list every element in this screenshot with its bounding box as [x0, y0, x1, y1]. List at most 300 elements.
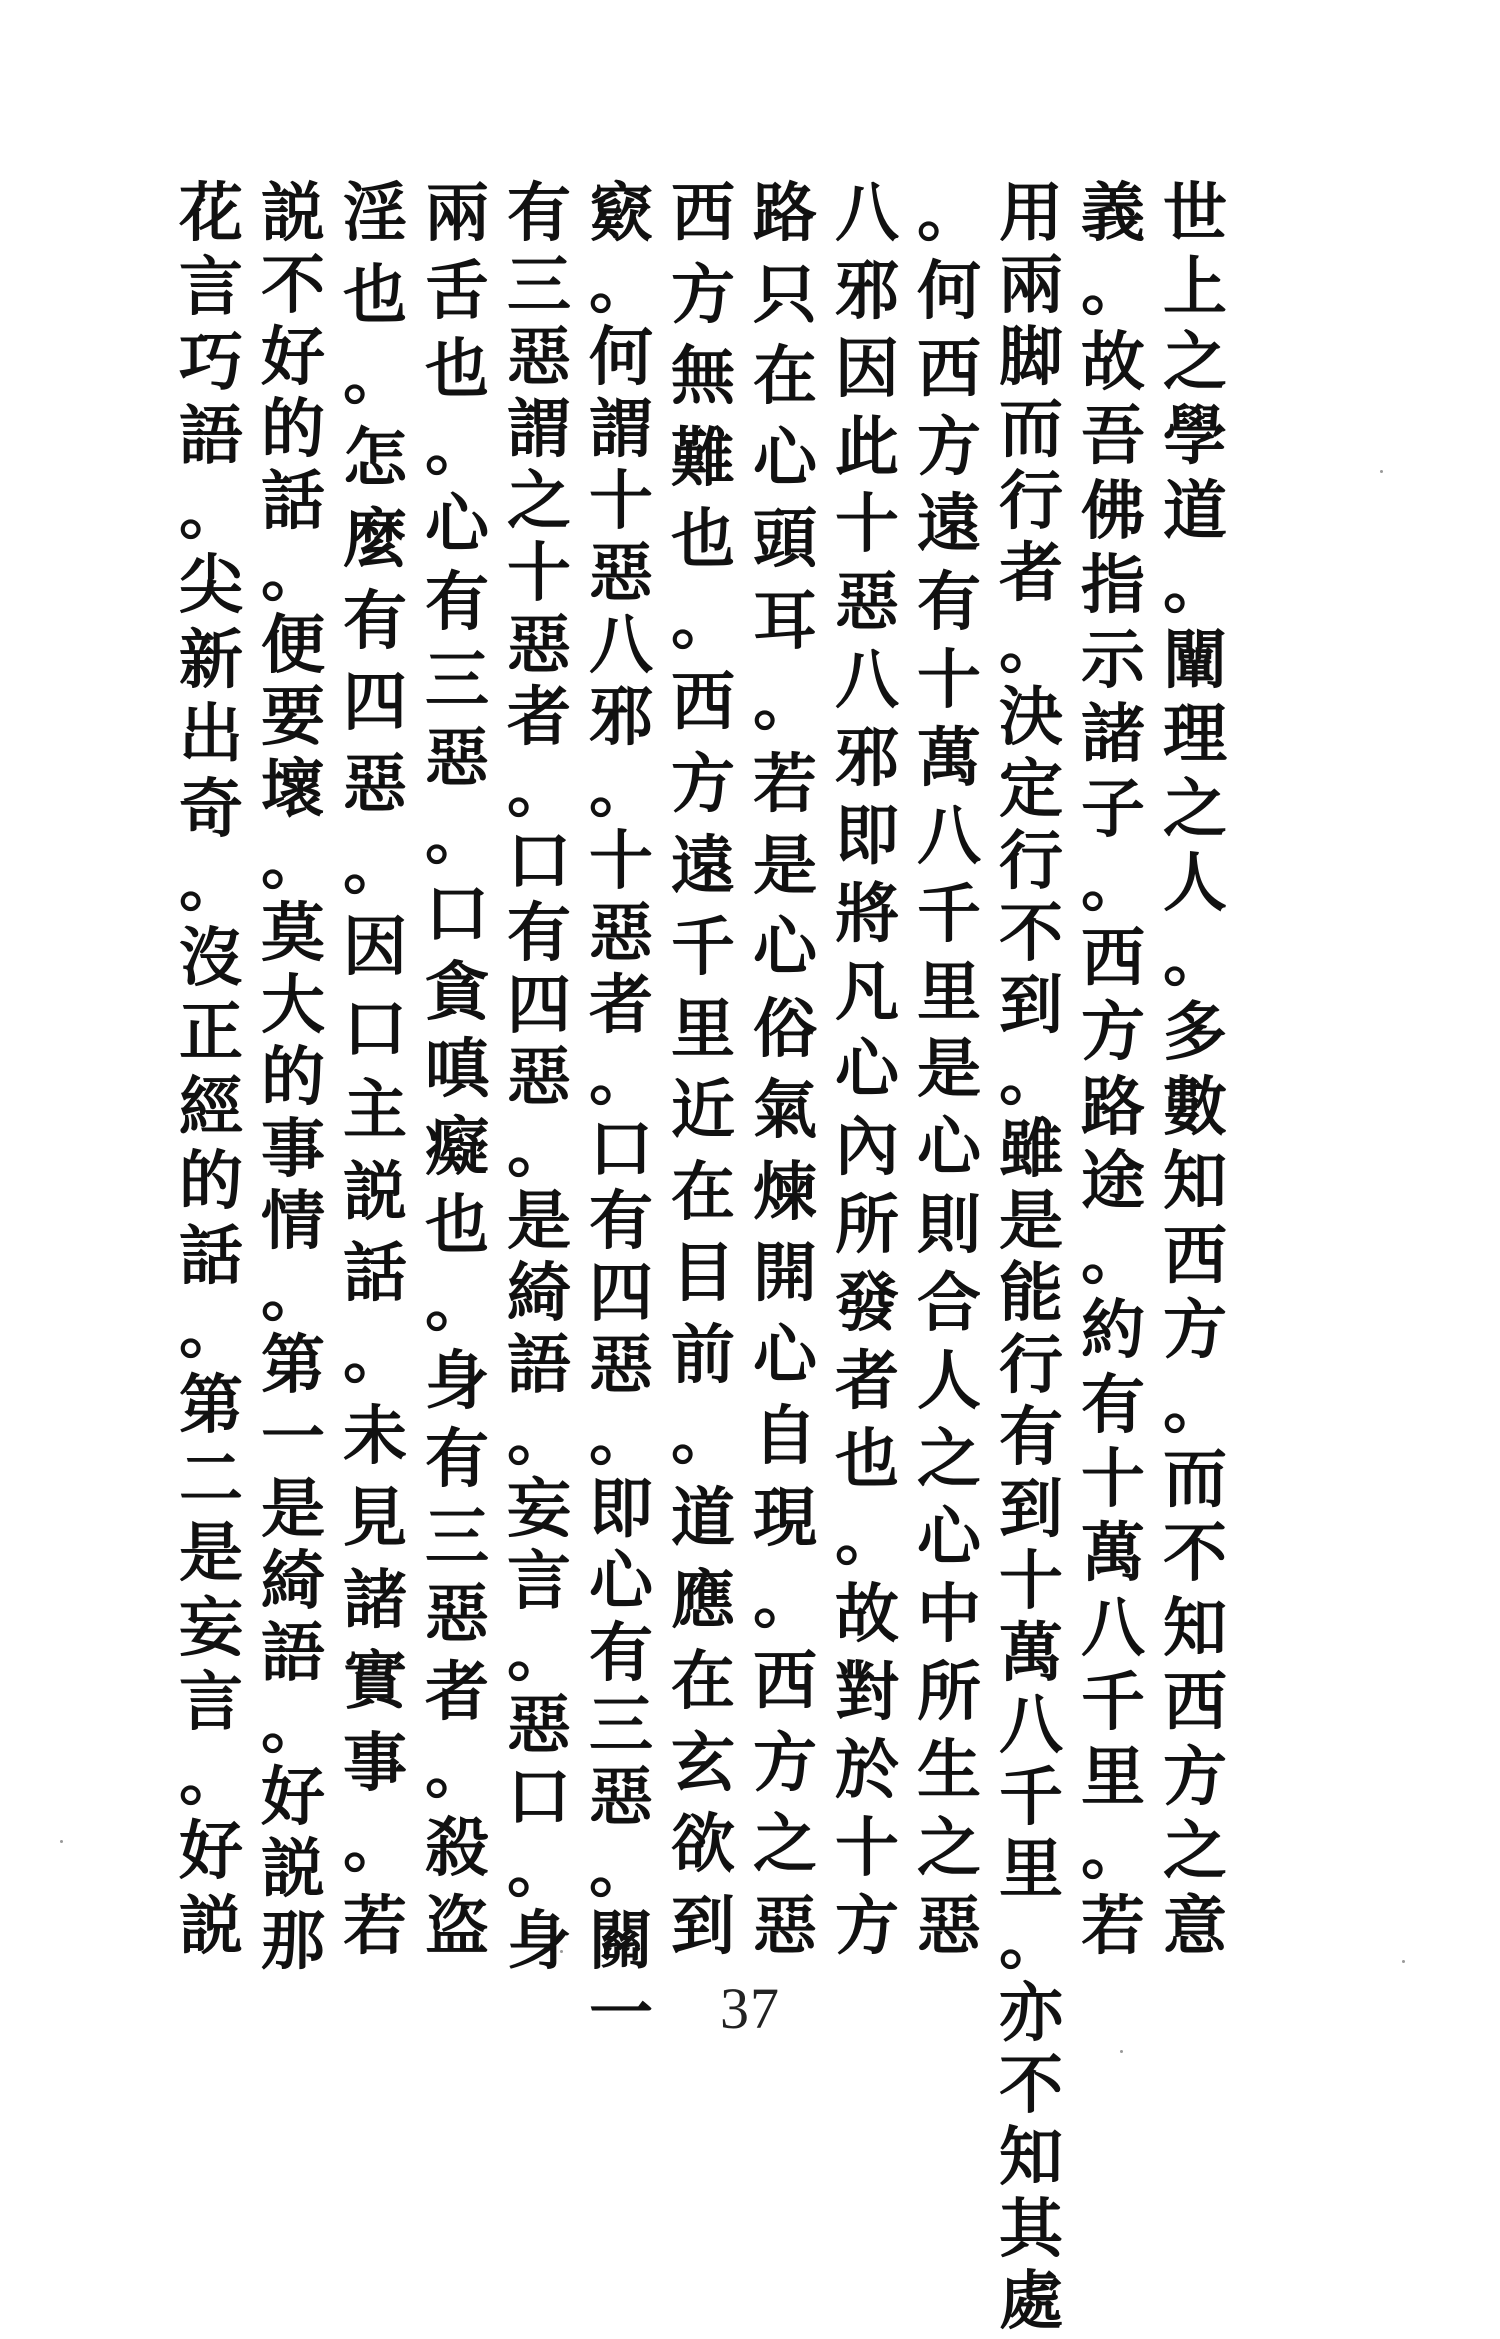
- character-glyph: 萬: [1081, 1516, 1145, 1592]
- character-glyph: 心: [917, 1499, 981, 1575]
- punctuation-mark: 。: [999, 1904, 1063, 1979]
- character-glyph: 四: [589, 1256, 653, 1331]
- character-glyph: 處: [999, 2264, 1063, 2339]
- character-glyph: 方: [753, 1725, 817, 1801]
- character-glyph: 三: [425, 643, 489, 719]
- punctuation-mark: 。: [425, 409, 489, 485]
- character-glyph: 多: [1163, 995, 1227, 1071]
- punctuation-mark: 。: [671, 1399, 735, 1475]
- text-column: [670, 178, 736, 1963]
- character-glyph: 説: [261, 1832, 325, 1907]
- character-glyph: 行: [999, 1328, 1063, 1403]
- character-glyph: 故: [835, 1577, 899, 1653]
- character-glyph: 説: [343, 1154, 407, 1230]
- character-glyph: 若: [1081, 1888, 1145, 1964]
- character-glyph: 也: [425, 1188, 489, 1264]
- character-glyph: 第: [179, 1367, 243, 1443]
- character-glyph: 亦: [999, 1976, 1063, 2051]
- text-column: [260, 176, 326, 1979]
- character-glyph: 言: [179, 250, 243, 326]
- character-glyph: 惡: [589, 1328, 653, 1403]
- character-glyph: 之: [1163, 1814, 1227, 1890]
- character-glyph: 西: [1163, 1218, 1227, 1294]
- character-glyph: 千: [1081, 1665, 1145, 1741]
- character-glyph: 是: [261, 1472, 325, 1547]
- character-glyph: 不: [999, 2048, 1063, 2123]
- punctuation-mark: 。: [343, 339, 407, 415]
- character-glyph: 之: [917, 1811, 981, 1887]
- character-glyph: 里: [999, 1832, 1063, 1907]
- character-glyph: 嗔: [425, 1032, 489, 1108]
- character-glyph: 妄: [179, 1590, 243, 1666]
- character-glyph: 凡: [835, 954, 899, 1030]
- character-glyph: 心: [753, 420, 817, 496]
- character-glyph: 約: [1081, 1293, 1145, 1369]
- character-glyph: 一: [261, 1400, 325, 1475]
- text-column: [1080, 178, 1146, 1963]
- character-glyph: 有: [917, 565, 981, 641]
- character-glyph: 十: [999, 1544, 1063, 1619]
- character-glyph: 要: [261, 680, 325, 755]
- punctuation-mark: 。: [261, 1256, 325, 1331]
- character-glyph: 説: [261, 176, 325, 251]
- character-glyph: 新: [179, 622, 243, 698]
- character-glyph: 妄: [507, 1472, 571, 1547]
- character-glyph: 道: [671, 1481, 735, 1556]
- character-glyph: 言: [179, 1665, 243, 1741]
- character-glyph: 綺: [507, 1256, 571, 1331]
- character-glyph: 用: [999, 176, 1063, 251]
- punctuation-mark: 。: [1163, 920, 1227, 996]
- character-glyph: 之: [753, 1807, 817, 1883]
- character-glyph: 西: [1163, 1665, 1227, 1741]
- character-glyph: 世: [1163, 176, 1227, 251]
- character-glyph: 而: [999, 392, 1063, 467]
- character-glyph: 兩: [425, 176, 489, 251]
- character-glyph: 那: [261, 1904, 325, 1979]
- character-glyph: 沒: [179, 920, 243, 996]
- character-glyph: 數: [1163, 1069, 1227, 1145]
- character-glyph: 説: [179, 1888, 243, 1964]
- character-glyph: 西: [671, 176, 735, 251]
- character-glyph: 示: [1081, 622, 1145, 698]
- character-glyph: 惡: [343, 746, 407, 822]
- character-glyph: 情: [261, 1184, 325, 1259]
- punctuation-mark: 。: [1081, 846, 1145, 922]
- character-glyph: 子: [1081, 771, 1145, 847]
- character-glyph: 惡: [835, 565, 899, 641]
- character-glyph: 不: [261, 248, 325, 323]
- punctuation-mark: 。: [917, 176, 981, 251]
- character-glyph: 知: [1163, 1144, 1227, 1220]
- character-glyph: 前: [671, 1317, 735, 1393]
- character-glyph: 所: [917, 1655, 981, 1731]
- character-glyph: 窽: [589, 176, 653, 251]
- character-glyph: 心: [425, 487, 489, 563]
- character-glyph: 義: [1081, 176, 1145, 251]
- character-glyph: 萬: [999, 1616, 1063, 1691]
- character-glyph: 指: [1081, 548, 1145, 624]
- character-glyph: 淫: [343, 176, 407, 251]
- text-column: [916, 178, 982, 1963]
- scan-speck: [1380, 470, 1383, 473]
- character-glyph: 關: [589, 1904, 653, 1979]
- character-glyph: 知: [999, 2120, 1063, 2195]
- character-glyph: 煉: [753, 1154, 817, 1230]
- character-glyph: 口: [507, 824, 571, 899]
- character-glyph: 耳: [753, 583, 817, 659]
- character-glyph: 里: [1081, 1739, 1145, 1815]
- character-glyph: 一: [589, 1976, 653, 2051]
- character-glyph: 在: [753, 339, 817, 415]
- character-glyph: 心: [835, 1032, 899, 1108]
- punctuation-mark: 。: [507, 1616, 571, 1691]
- punctuation-mark: 。: [343, 1807, 407, 1883]
- character-glyph: 應: [671, 1562, 735, 1638]
- character-glyph: 千: [999, 1760, 1063, 1835]
- character-glyph: 尖: [179, 548, 243, 624]
- character-glyph: 故: [1081, 324, 1145, 400]
- character-glyph: 方: [835, 1888, 899, 1964]
- character-glyph: 脚: [999, 320, 1063, 395]
- punctuation-mark: 。: [589, 1040, 653, 1115]
- character-glyph: 發: [835, 1266, 899, 1342]
- character-glyph: 者: [999, 536, 1063, 611]
- character-glyph: 即: [835, 798, 899, 874]
- character-glyph: 到: [999, 1472, 1063, 1547]
- character-glyph: 即: [589, 1472, 653, 1547]
- character-glyph: 雖: [999, 1112, 1063, 1187]
- character-glyph: 有: [425, 1421, 489, 1497]
- punctuation-mark: 。: [179, 1293, 243, 1369]
- character-glyph: 道: [1163, 473, 1227, 549]
- character-glyph: 因: [835, 331, 899, 407]
- scan-speck: [1402, 1960, 1405, 1963]
- character-glyph: 實: [343, 1644, 407, 1720]
- punctuation-mark: 。: [425, 1733, 489, 1809]
- character-glyph: 在: [671, 1154, 735, 1230]
- punctuation-mark: 。: [999, 1040, 1063, 1115]
- character-glyph: 人: [917, 1343, 981, 1419]
- character-glyph: 十: [589, 824, 653, 899]
- character-glyph: 在: [671, 1644, 735, 1720]
- character-glyph: 者: [589, 968, 653, 1043]
- punctuation-mark: 。: [261, 536, 325, 611]
- character-glyph: 路: [1081, 1069, 1145, 1145]
- character-glyph: 到: [671, 1888, 735, 1964]
- character-glyph: 其: [999, 2192, 1063, 2267]
- character-glyph: 有: [425, 565, 489, 641]
- text-column: [178, 178, 244, 1963]
- character-glyph: 語: [507, 1328, 571, 1403]
- character-glyph: 貪: [425, 954, 489, 1030]
- character-glyph: 有: [343, 583, 407, 659]
- character-glyph: 八: [589, 608, 653, 683]
- character-glyph: 也: [343, 257, 407, 333]
- character-glyph: 所: [835, 1188, 899, 1264]
- punctuation-mark: 。: [999, 608, 1063, 683]
- character-glyph: 西: [753, 1644, 817, 1720]
- text-column: [424, 178, 490, 1963]
- character-glyph: 內: [835, 1110, 899, 1186]
- punctuation-mark: 。: [343, 1317, 407, 1393]
- character-glyph: 口: [425, 876, 489, 952]
- character-glyph: 知: [1163, 1590, 1227, 1666]
- character-glyph: 千: [671, 910, 735, 986]
- character-glyph: 也: [425, 331, 489, 407]
- character-glyph: 於: [835, 1733, 899, 1809]
- character-glyph: 經: [179, 1069, 243, 1145]
- character-glyph: 麼: [343, 502, 407, 578]
- character-glyph: 莫: [261, 896, 325, 971]
- character-glyph: 邪: [589, 680, 653, 755]
- character-glyph: 無: [671, 339, 735, 415]
- punctuation-mark: 。: [425, 1266, 489, 1342]
- character-glyph: 的: [261, 1040, 325, 1115]
- character-glyph: 何: [589, 320, 653, 395]
- character-glyph: 好: [179, 1814, 243, 1890]
- character-glyph: 惡: [425, 721, 489, 797]
- punctuation-mark: 。: [1163, 1367, 1227, 1443]
- character-glyph: 癡: [425, 1110, 489, 1186]
- character-glyph: 諸: [343, 1562, 407, 1638]
- punctuation-mark: 。: [507, 1400, 571, 1475]
- character-glyph: 里: [917, 954, 981, 1030]
- character-glyph: 十: [835, 1811, 899, 1887]
- character-glyph: 吾: [1081, 399, 1145, 475]
- punctuation-mark: 。: [179, 846, 243, 922]
- character-glyph: 途: [1081, 1144, 1145, 1220]
- character-glyph: 人: [1163, 846, 1227, 922]
- character-glyph: 開: [753, 1236, 817, 1312]
- character-glyph: 若: [343, 1888, 407, 1964]
- character-glyph: 理: [1163, 697, 1227, 773]
- punctuation-mark: 。: [179, 473, 243, 549]
- character-glyph: 好: [261, 320, 325, 395]
- character-glyph: 者: [425, 1655, 489, 1731]
- character-glyph: 的: [261, 392, 325, 467]
- character-glyph: 惡: [507, 1040, 571, 1115]
- character-glyph: 也: [671, 502, 735, 578]
- character-glyph: 則: [917, 1188, 981, 1264]
- character-glyph: 上: [1163, 250, 1227, 326]
- punctuation-mark: 。: [1081, 1218, 1145, 1294]
- punctuation-mark: 。: [753, 665, 817, 741]
- character-glyph: 心: [753, 1317, 817, 1393]
- character-glyph: 因: [343, 910, 407, 986]
- punctuation-mark: 。: [261, 1688, 325, 1763]
- character-glyph: 八: [917, 798, 981, 874]
- character-glyph: 目: [671, 1236, 735, 1312]
- character-glyph: 氣: [753, 1073, 817, 1149]
- character-glyph: 惡: [425, 1577, 489, 1653]
- character-glyph: 有: [1081, 1367, 1145, 1443]
- character-glyph: 決: [999, 680, 1063, 755]
- character-glyph: 若: [753, 746, 817, 822]
- character-glyph: 惡: [507, 608, 571, 683]
- character-glyph: 行: [999, 464, 1063, 539]
- character-glyph: 邪: [835, 721, 899, 797]
- character-glyph: 十: [1081, 1441, 1145, 1517]
- character-glyph: 者: [835, 1343, 899, 1419]
- character-glyph: 見: [343, 1481, 407, 1556]
- character-glyph: 語: [261, 1616, 325, 1691]
- punctuation-mark: 。: [1081, 250, 1145, 326]
- punctuation-mark: 。: [1081, 1814, 1145, 1890]
- page-number: 37: [720, 1976, 780, 2041]
- character-glyph: 有: [999, 1400, 1063, 1475]
- punctuation-mark: 。: [589, 752, 653, 827]
- text-column: [752, 178, 818, 1963]
- character-glyph: 惡: [507, 1688, 571, 1763]
- character-glyph: 四: [343, 665, 407, 741]
- character-glyph: 之: [1163, 324, 1227, 400]
- character-glyph: 不: [1163, 1516, 1227, 1592]
- character-glyph: 話: [343, 1236, 407, 1312]
- character-glyph: 言: [507, 1544, 571, 1619]
- character-glyph: 里: [671, 991, 735, 1067]
- text-column: [588, 176, 654, 2051]
- character-glyph: 惡: [589, 896, 653, 971]
- character-glyph: 十: [835, 487, 899, 563]
- character-glyph: 千: [917, 876, 981, 952]
- text-column: [342, 178, 408, 1963]
- character-glyph: 是: [753, 828, 817, 904]
- character-glyph: 合: [917, 1266, 981, 1342]
- character-glyph: 惡: [507, 320, 571, 395]
- text-column: [1162, 178, 1228, 1963]
- character-glyph: 方: [1163, 1739, 1227, 1815]
- character-glyph: 遠: [917, 487, 981, 563]
- character-glyph: 有: [507, 896, 571, 971]
- character-glyph: 何: [917, 253, 981, 329]
- character-glyph: 四: [507, 968, 571, 1043]
- character-glyph: 身: [507, 1904, 571, 1979]
- character-glyph: 花: [179, 176, 243, 251]
- punctuation-mark: 。: [835, 1499, 899, 1575]
- character-glyph: 諸: [1081, 697, 1145, 773]
- character-glyph: 謂: [507, 392, 571, 467]
- punctuation-mark: 。: [507, 1832, 571, 1907]
- character-glyph: 遠: [671, 828, 735, 904]
- character-glyph: 之: [917, 1421, 981, 1497]
- text-column: [834, 178, 900, 1963]
- character-glyph: 方: [917, 409, 981, 485]
- character-glyph: 之: [1163, 771, 1227, 847]
- character-glyph: 口: [343, 991, 407, 1067]
- character-glyph: 奇: [179, 771, 243, 847]
- character-glyph: 中: [917, 1577, 981, 1653]
- character-glyph: 綺: [261, 1544, 325, 1619]
- character-glyph: 八: [1081, 1590, 1145, 1666]
- character-glyph: 西: [917, 331, 981, 407]
- character-glyph: 方: [1163, 1293, 1227, 1369]
- character-glyph: 有: [589, 1184, 653, 1259]
- character-glyph: 三: [507, 248, 571, 323]
- character-glyph: 定: [999, 752, 1063, 827]
- character-glyph: 有: [589, 1616, 653, 1691]
- character-glyph: 話: [261, 464, 325, 539]
- character-glyph: 惡: [589, 536, 653, 611]
- character-glyph: 是: [917, 1032, 981, 1108]
- character-glyph: 壞: [261, 752, 325, 827]
- text-column: [506, 176, 572, 1979]
- punctuation-mark: 。: [261, 824, 325, 899]
- character-glyph: 謂: [589, 392, 653, 467]
- character-glyph: 將: [835, 876, 899, 952]
- character-glyph: 邪: [835, 253, 899, 329]
- character-glyph: 怎: [343, 420, 407, 496]
- character-glyph: 惡: [753, 1888, 817, 1964]
- character-glyph: 方: [671, 257, 735, 333]
- character-glyph: 是: [999, 1184, 1063, 1259]
- punctuation-mark: 。: [179, 1739, 243, 1815]
- character-glyph: 能: [999, 1256, 1063, 1331]
- scan-speck: [1120, 2050, 1123, 2053]
- character-glyph: 巧: [179, 324, 243, 400]
- character-glyph: 方: [1081, 995, 1145, 1071]
- character-glyph: 欲: [671, 1807, 735, 1883]
- character-glyph: 身: [425, 1343, 489, 1419]
- scan-speck: [60, 1840, 63, 1843]
- character-glyph: 十: [589, 464, 653, 539]
- character-glyph: 只: [753, 257, 817, 333]
- character-glyph: 便: [261, 608, 325, 683]
- character-glyph: 是: [179, 1516, 243, 1592]
- punctuation-mark: 。: [425, 798, 489, 874]
- character-glyph: 近: [671, 1073, 735, 1149]
- character-glyph: 西: [1081, 920, 1145, 996]
- character-glyph: 心: [753, 910, 817, 986]
- character-glyph: 是: [507, 1184, 571, 1259]
- character-glyph: 十: [917, 643, 981, 719]
- character-glyph: 學: [1163, 399, 1227, 475]
- character-glyph: 路: [753, 176, 817, 251]
- punctuation-mark: 。: [343, 828, 407, 904]
- character-glyph: 西: [671, 665, 735, 741]
- punctuation-mark: 。: [1163, 548, 1227, 624]
- character-glyph: 惡: [917, 1888, 981, 1964]
- character-glyph: 玄: [671, 1725, 735, 1801]
- character-glyph: 出: [179, 697, 243, 773]
- punctuation-mark: 。: [589, 248, 653, 323]
- character-glyph: 盗: [425, 1888, 489, 1964]
- character-glyph: 事: [343, 1725, 407, 1801]
- punctuation-mark: 。: [671, 583, 735, 659]
- character-glyph: 者: [507, 680, 571, 755]
- character-glyph: 頭: [753, 502, 817, 578]
- character-glyph: 正: [179, 995, 243, 1071]
- character-glyph: 八: [835, 176, 899, 251]
- character-glyph: 好: [261, 1760, 325, 1835]
- character-glyph: 而: [1163, 1441, 1227, 1517]
- character-glyph: 心: [589, 1544, 653, 1619]
- character-glyph: 舌: [425, 253, 489, 329]
- character-glyph: 之: [507, 464, 571, 539]
- character-glyph: 兩: [999, 248, 1063, 323]
- punctuation-mark: 。: [589, 1400, 653, 1475]
- character-glyph: 方: [671, 746, 735, 822]
- punctuation-mark: 。: [589, 1832, 653, 1907]
- character-glyph: 的: [179, 1144, 243, 1220]
- character-glyph: 此: [835, 409, 899, 485]
- character-glyph: 殺: [425, 1811, 489, 1887]
- character-glyph: 自: [753, 1399, 817, 1475]
- character-glyph: 俗: [753, 991, 817, 1067]
- character-glyph: 惡: [589, 1760, 653, 1835]
- punctuation-mark: 。: [507, 1112, 571, 1187]
- character-glyph: 三: [425, 1499, 489, 1575]
